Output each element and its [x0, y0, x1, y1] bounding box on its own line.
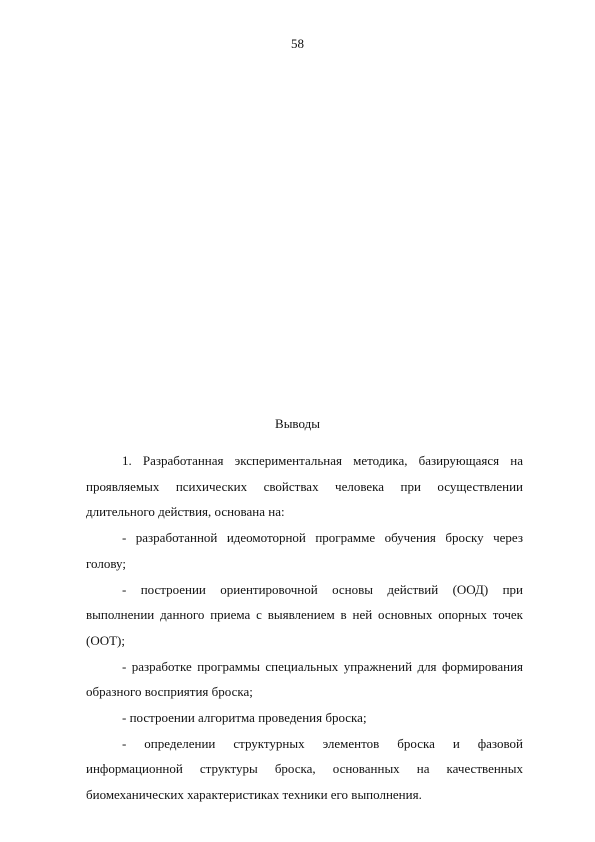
- section-title: Выводы: [275, 416, 320, 431]
- paragraph-ood: - построении ориентировочной основы действий (ООД) при выполнении данного приема с выявлением в ней основных опорных точек (ООТ);: [86, 581, 523, 648]
- paragraph-exercises: - разработке программы специальных упражнений для формирования образного восприятия броска;: [86, 658, 523, 700]
- paragraph-structure: - определении структурных элементов броска и фазовой информационной структуры броска, основанных на качественных биомеханических характеристиках техники его выполнения.: [86, 735, 523, 803]
- page-number: 58: [291, 36, 304, 51]
- paragraph-program: - разработанной идеомоторной программе обучения броску через голову;: [86, 530, 523, 571]
- conclusions-body: [86, 448, 523, 808]
- paragraph-method: 1. Разработанная экспериментальная методика, базирующаяся на проявляемых психических свойствах человека при осуществлении длительного действия, основана на:: [86, 453, 523, 520]
- paragraph-algorithm: - построении алгоритма проведения броска;: [122, 710, 367, 726]
